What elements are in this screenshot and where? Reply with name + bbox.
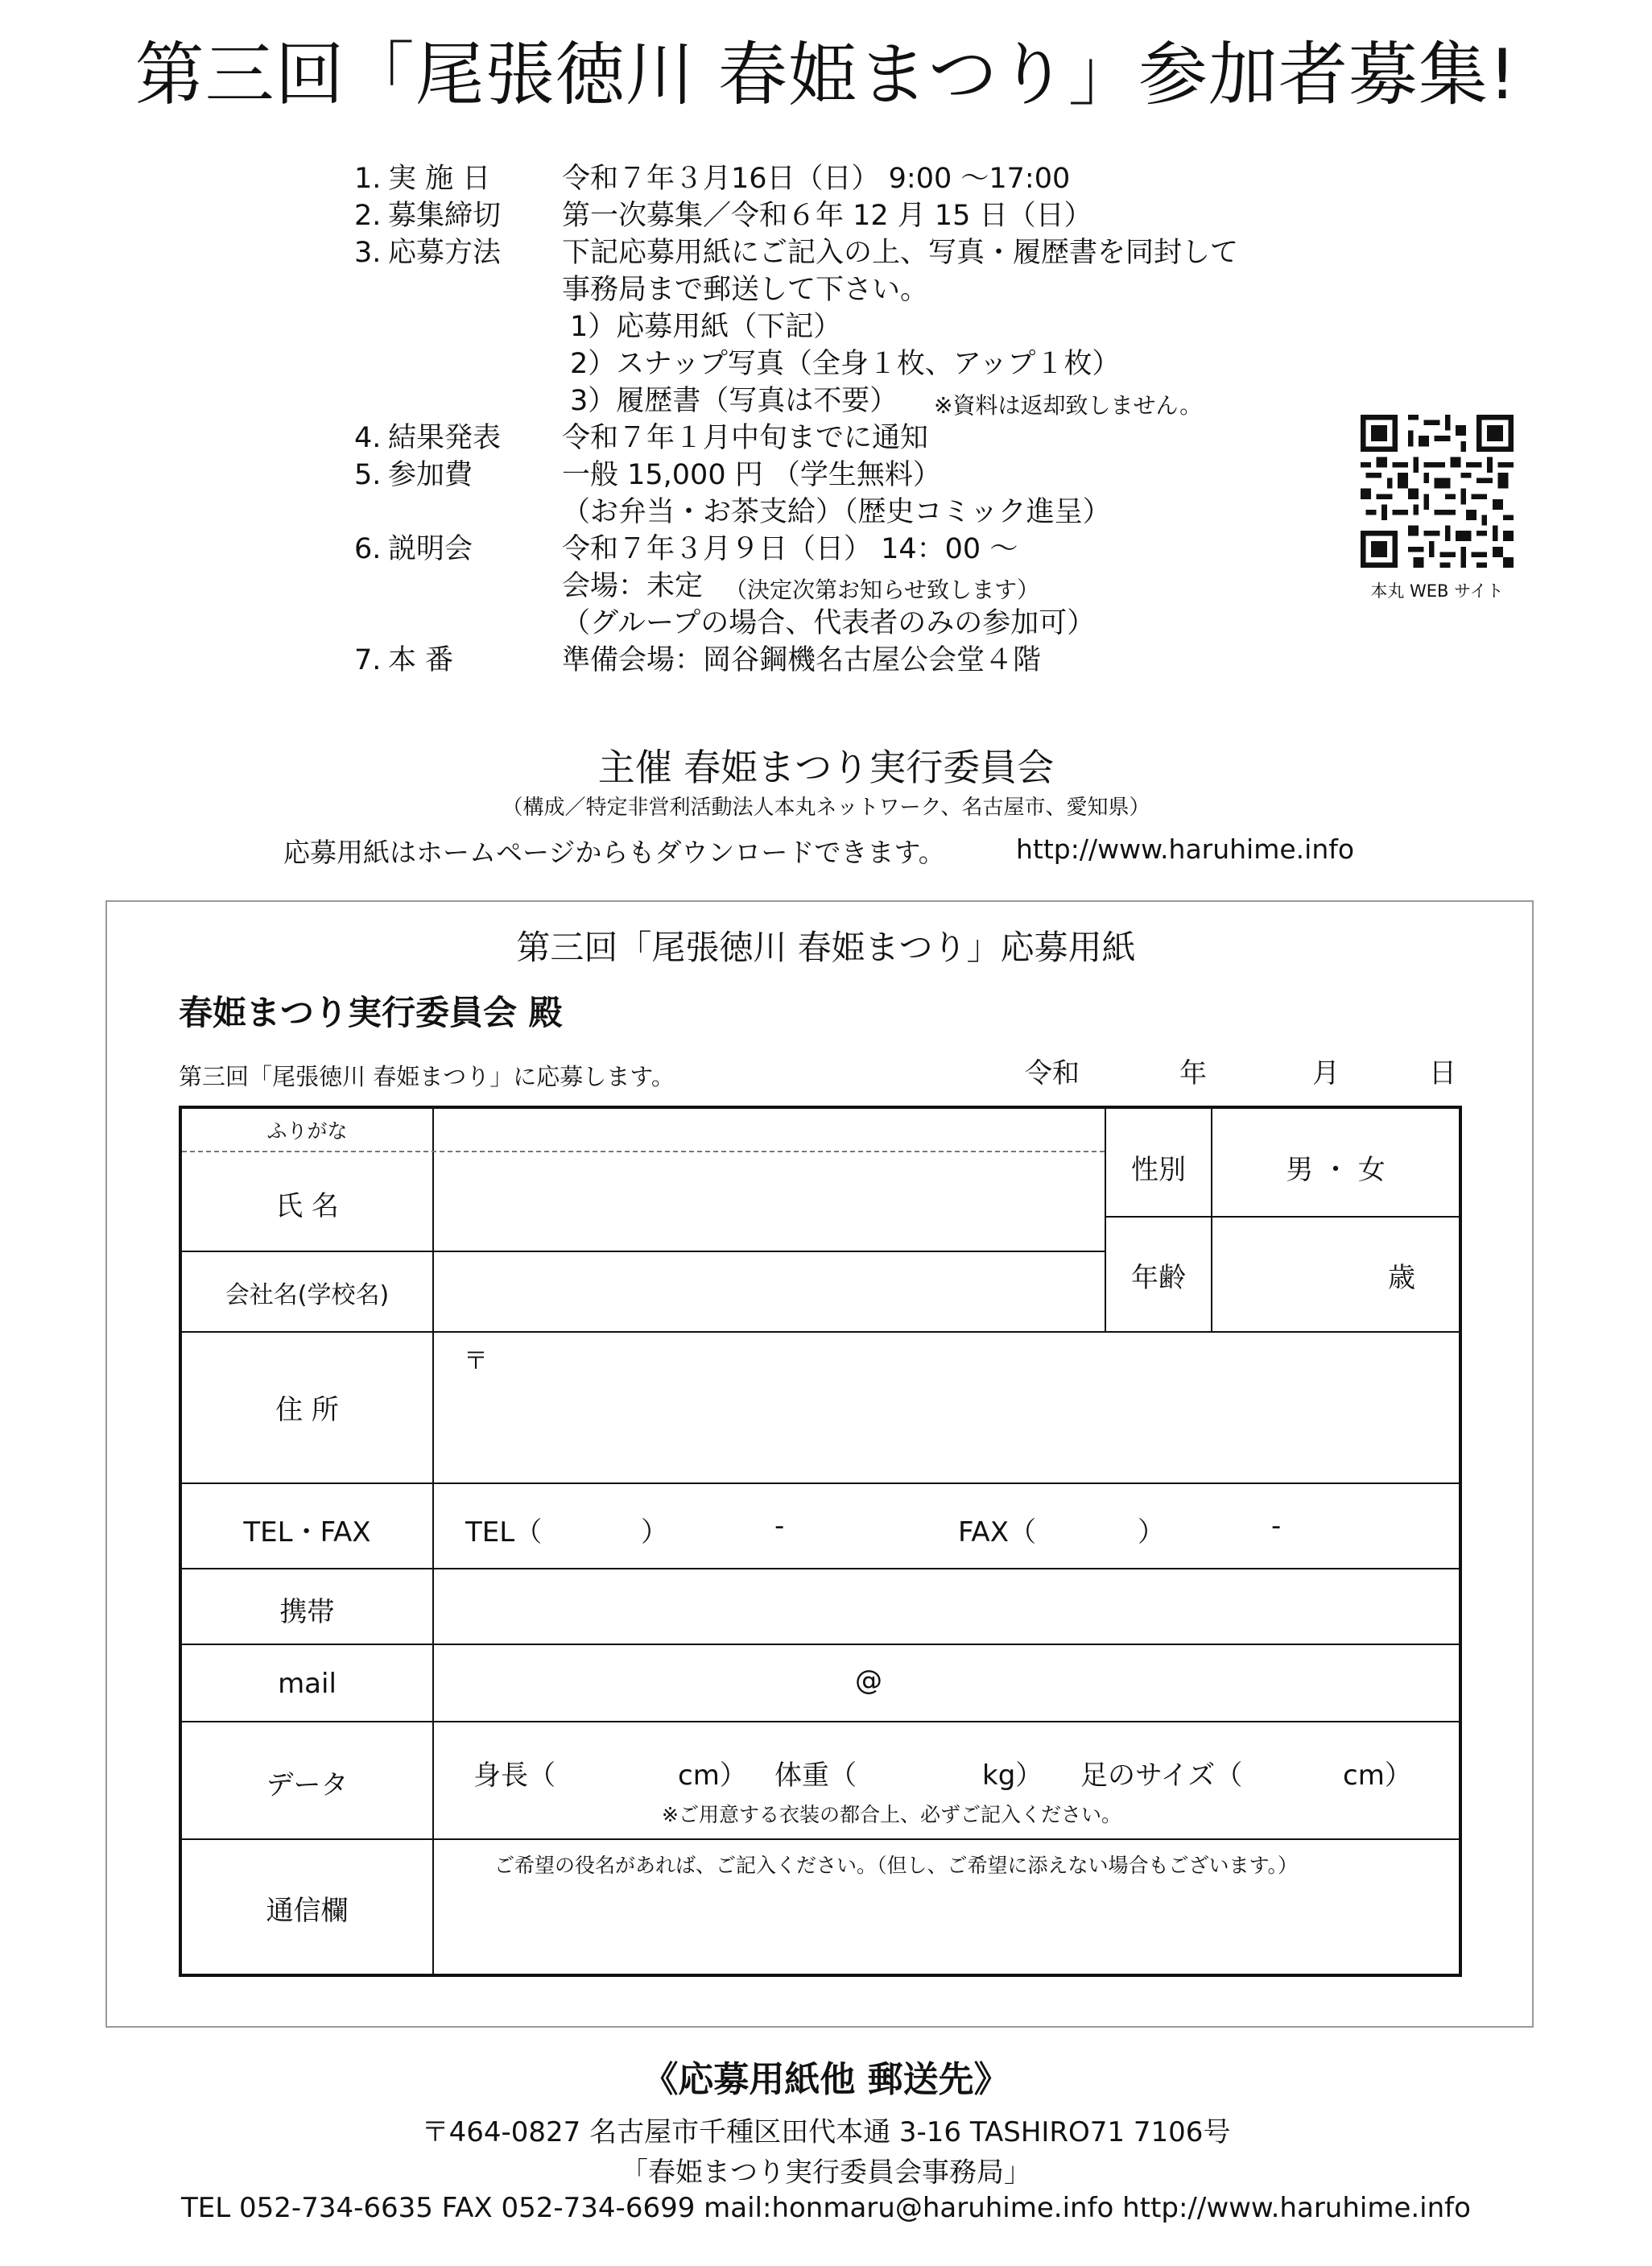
detail-num: 3.: [354, 237, 382, 269]
detail-value: 令和７年３月16日（日） 9:00 〜17:00: [562, 163, 1071, 195]
fax-close: ）: [1138, 1516, 1165, 1549]
mobile-input[interactable]: [434, 1569, 1459, 1644]
detail-note: （決定次第お知らせ致します）: [725, 577, 1040, 603]
footer-address: 〒464-0827 名古屋市千種区田代本通 3-16 TASHIRO71 7106号: [421, 2116, 1231, 2148]
detail-num: 7.: [354, 644, 382, 676]
form-intro: 第三回「尾張徳川 春姫まつり」に応募します。: [179, 1063, 675, 1090]
detail-num: 1.: [354, 163, 382, 195]
age-label: 年齢: [1131, 1262, 1186, 1294]
data-label: データ: [266, 1769, 349, 1801]
detail-value: 下記応募用紙にご記入の上、写真・履歴書を同封して: [562, 237, 1239, 269]
mail-at: @: [855, 1664, 882, 1697]
form-grid: [179, 1106, 1462, 1977]
detail-value: 事務局まで郵送して下さい。: [562, 274, 929, 306]
detail-num: 5.: [354, 459, 382, 491]
detail-num: 2.: [354, 200, 382, 232]
data-note: ※ご用意する衣装の都合上、必ずご記入ください。: [662, 1803, 1121, 1826]
fax-prefix: FAX（: [958, 1516, 1036, 1549]
footer-office: 「春姫まつり実行委員会事務局」: [621, 2156, 1031, 2189]
qr-caption: 本丸 WEB サイト: [1370, 581, 1504, 601]
detail-label: 本 番: [388, 644, 454, 676]
detail-value: 令和７年１月中旬までに通知: [562, 422, 929, 454]
comm-note: ご希望の役名があれば、ご記入ください。（但し、ご希望に添えない場合もございます。）: [494, 1854, 1299, 1877]
date-year-field[interactable]: 年: [1179, 1057, 1207, 1090]
name-input[interactable]: [434, 1152, 1105, 1251]
page-title: 第三回「尾張徳川 春姫まつり」参加者募集!: [134, 35, 1518, 115]
form-title: 第三回「尾張徳川 春姫まつり」応募用紙: [516, 928, 1136, 967]
detail-label: 募集締切: [388, 200, 502, 232]
furigana-label: ふりがな: [266, 1119, 348, 1143]
detail-value: 2）スナップ写真（全身１枚、アップ１枚）: [570, 348, 1121, 380]
height-unit: cm）: [678, 1759, 747, 1792]
tel-dash: -: [774, 1510, 785, 1542]
detail-label: 応募方法: [388, 237, 502, 269]
comm-label: 通信欄: [266, 1895, 349, 1927]
footer-contact: TEL 052-734-6635 FAX 052-734-6699 mail:honmaru@haruhime.info http://www.haruhime.info: [181, 2192, 1471, 2224]
download-note: 応募用紙はホームページからもダウンロードできます。: [283, 837, 945, 868]
detail-value: 会場：未定: [562, 570, 704, 602]
detail-num: 6.: [354, 533, 382, 565]
form-addressee: 春姫まつり実行委員会 殿: [179, 993, 563, 1032]
company-input[interactable]: [434, 1252, 1105, 1331]
qr-code[interactable]: [1361, 415, 1514, 568]
tel-prefix: TEL（: [465, 1516, 543, 1549]
detail-value: 令和７年３月９日（日） 14：00 〜: [562, 533, 1018, 565]
detail-value: 1）応募用紙（下記）: [570, 311, 842, 343]
fax-dash: -: [1271, 1510, 1282, 1542]
mail-input[interactable]: [434, 1645, 1459, 1721]
date-era: 令和: [1025, 1057, 1080, 1090]
age-unit: 歳: [1388, 1262, 1415, 1294]
weight-prefix: 体重（: [774, 1759, 857, 1792]
tel-close: ）: [641, 1516, 668, 1549]
detail-label: 実 施 日: [388, 163, 491, 195]
weight-unit: kg）: [982, 1759, 1043, 1792]
organizer-members: （構成／特定非営利活動法人本丸ネットワーク、名古屋市、愛知県）: [502, 796, 1150, 820]
detail-value: 準備会場：岡谷鋼機名古屋公会堂４階: [562, 644, 1042, 676]
detail-value: 3）履歴書（写真は不要）: [570, 385, 898, 417]
mobile-label: 携帯: [279, 1596, 335, 1628]
organizer-main: 主催 春姫まつり実行委員会: [597, 746, 1055, 789]
detail-label: 結果発表: [388, 422, 502, 454]
detail-value: 一般 15,000 円 （学生無料）: [562, 459, 941, 491]
gender-choice[interactable]: 男 ・ 女: [1286, 1154, 1386, 1186]
address-label: 住 所: [275, 1394, 339, 1426]
name-label: 氏 名: [275, 1190, 339, 1222]
gender-label: 性別: [1131, 1154, 1186, 1186]
date-month-field[interactable]: 月: [1312, 1057, 1340, 1090]
website-link[interactable]: http://www.haruhime.info: [1016, 833, 1355, 865]
detail-label: 参加費: [388, 459, 473, 491]
foot-prefix: 足のサイズ（: [1080, 1759, 1243, 1792]
details-section: [354, 161, 1401, 709]
height-prefix: 身長（: [473, 1759, 555, 1792]
company-label: 会社名(学校名): [225, 1281, 390, 1309]
footer-heading: 《応募用紙他 郵送先》: [642, 2059, 1010, 2100]
postal-mark: 〒: [464, 1347, 488, 1375]
detail-label: 説明会: [388, 533, 473, 565]
detail-value: （グループの場合、代表者のみの参加可）: [562, 607, 1096, 639]
detail-value: （お弁当・お茶支給）（歴史コミック進呈）: [562, 496, 1111, 528]
detail-num: 4.: [354, 422, 382, 454]
foot-unit: cm）: [1343, 1759, 1412, 1792]
detail-value: 第一次募集／令和６年 12 月 15 日（日）: [562, 200, 1092, 232]
telfax-label: TEL・FAX: [243, 1516, 371, 1549]
detail-note: ※資料は返却致しません。: [934, 392, 1203, 419]
comm-input[interactable]: [434, 1882, 1459, 1974]
address-input[interactable]: [434, 1333, 1459, 1482]
mail-label: mail: [278, 1668, 337, 1700]
date-day-field[interactable]: 日: [1429, 1057, 1456, 1090]
